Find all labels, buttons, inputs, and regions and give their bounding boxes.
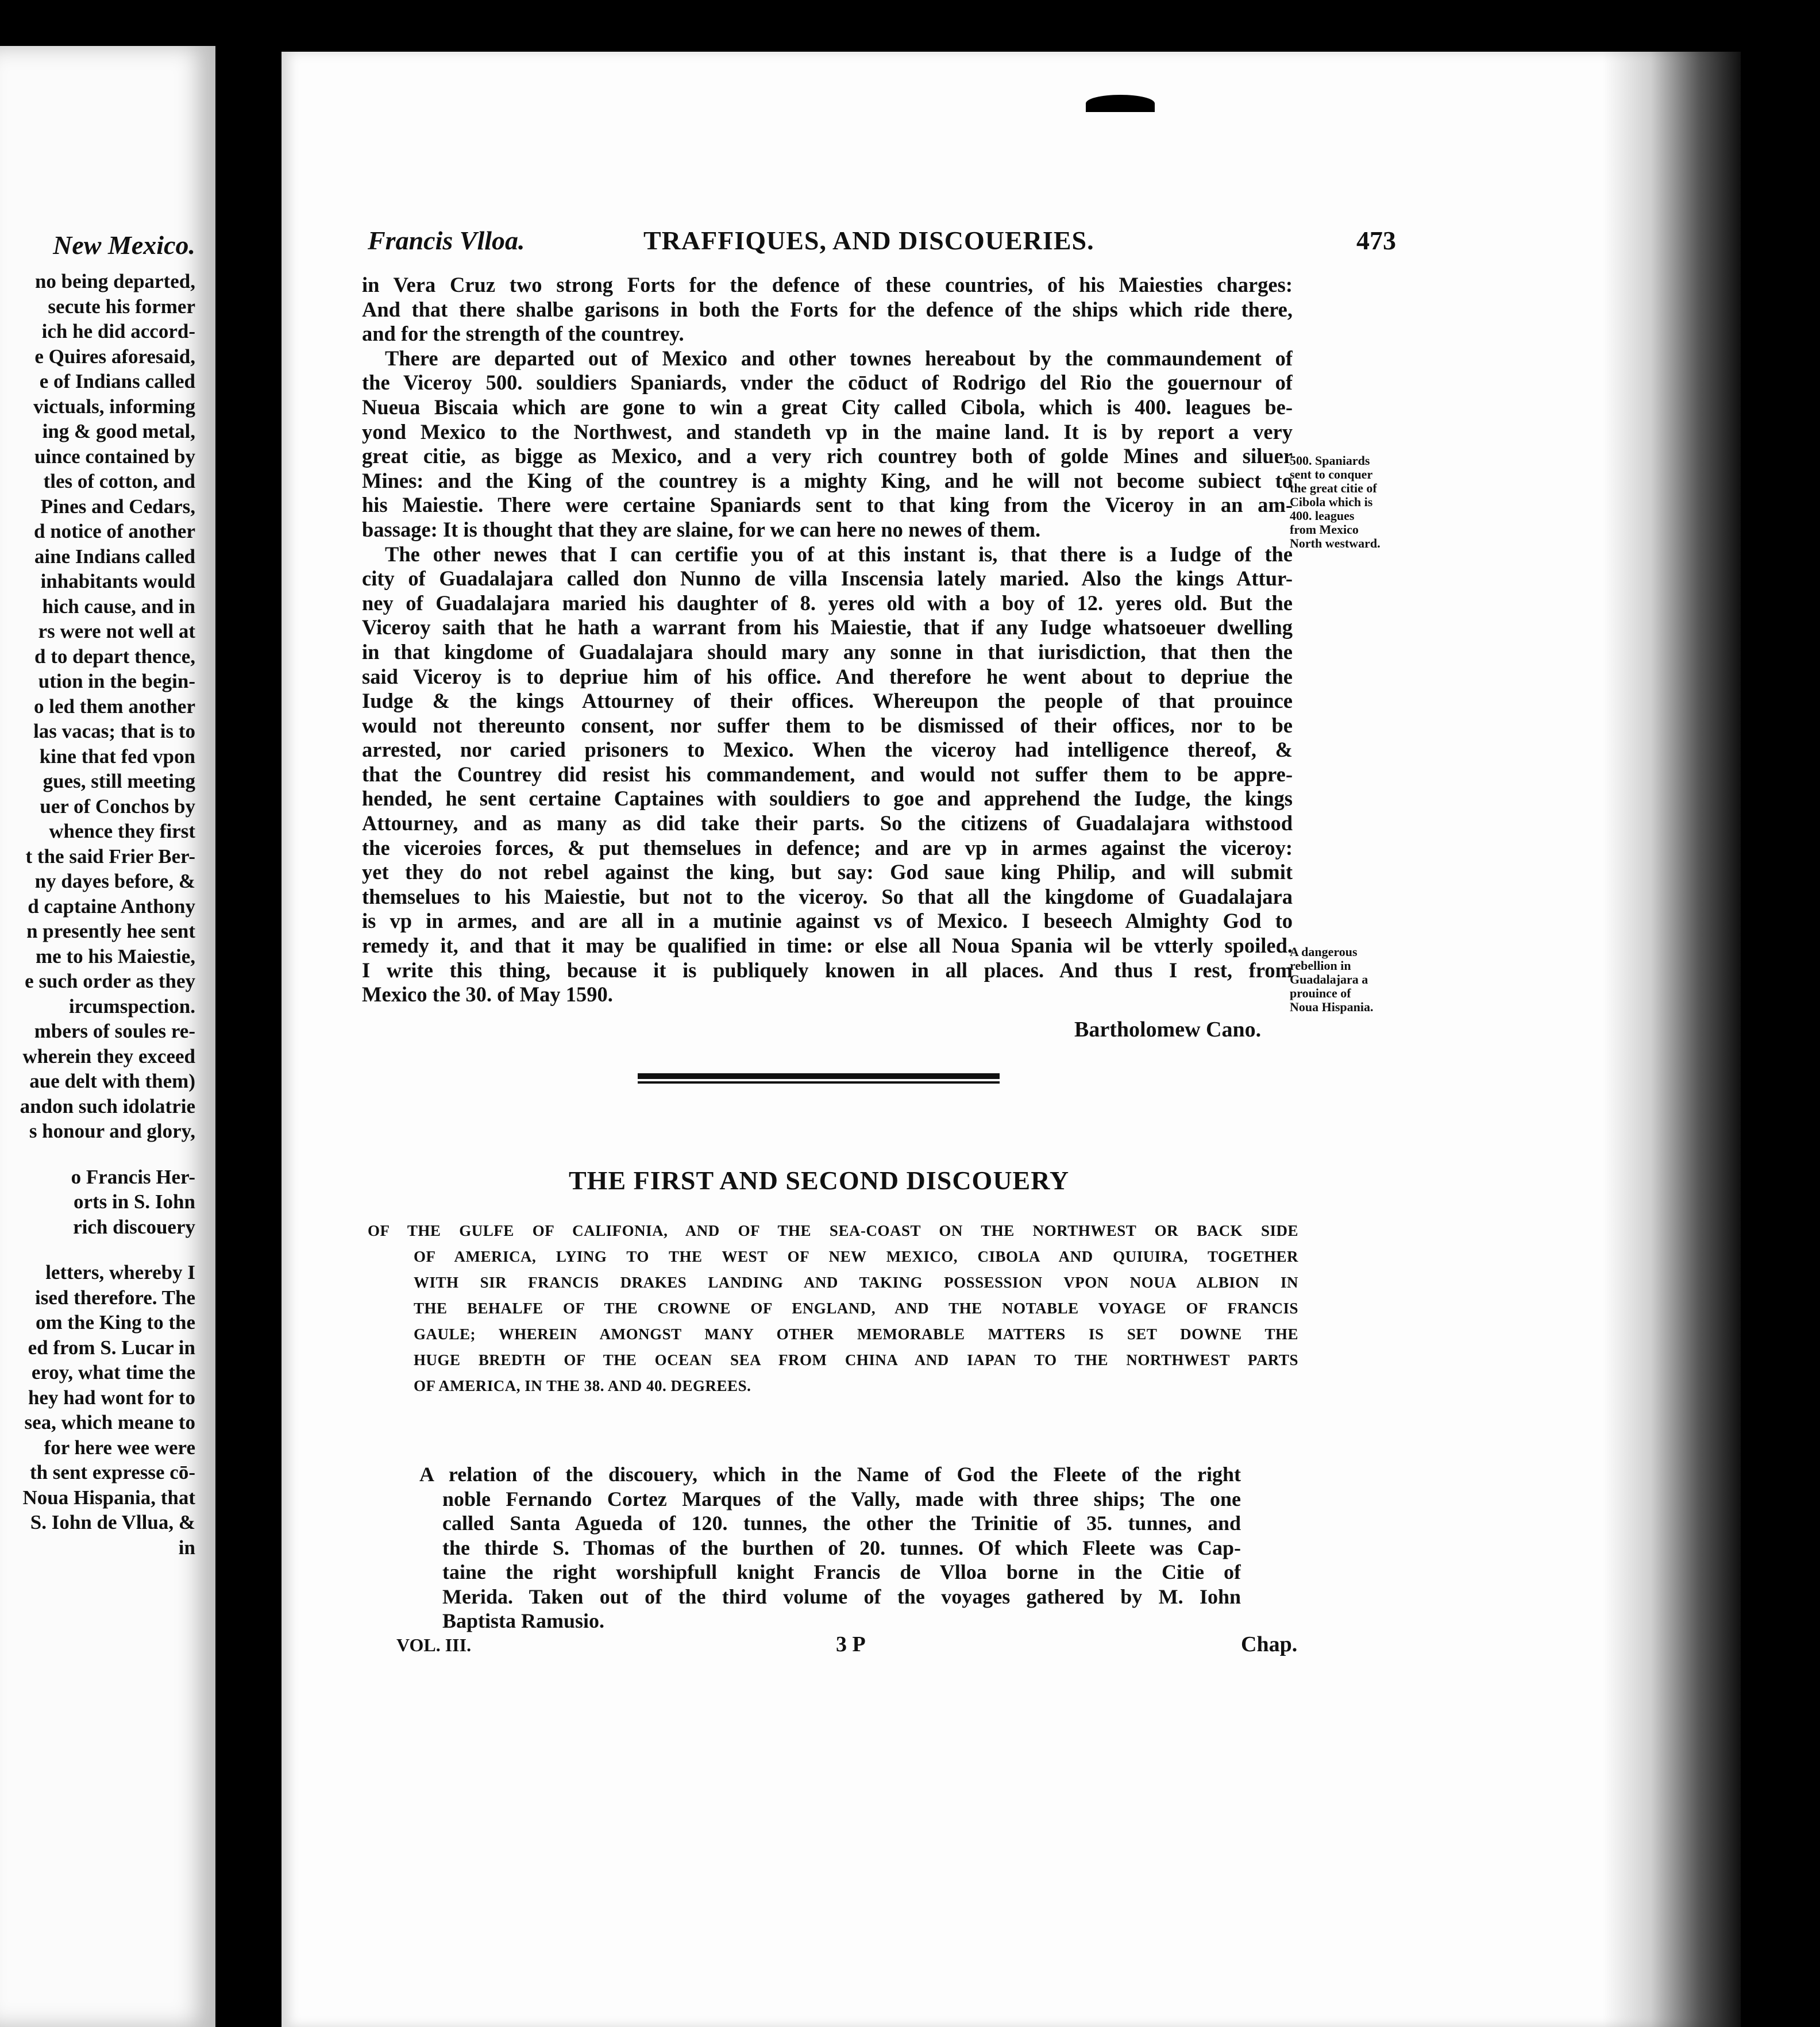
body-line: themselues to his Maiestie, but not to the viceroy. So that all the kingdome of Guadalajara [362, 884, 1293, 908]
body-line: that the Countrey did resist his commandement, and would not suffer them to be appre- [362, 762, 1293, 786]
body-line: And that there shalbe garisons in both the Forts for the defence of the ships which ride there, [362, 297, 1293, 321]
page-number: 473 [1356, 226, 1396, 255]
margin-note-line: 400. leagues [1290, 508, 1355, 523]
left-text-line: th sent expresse cō- [29, 1461, 195, 1483]
margin-note-cibola [1290, 454, 1410, 550]
running-head-left: Francis Vlloa. [368, 226, 525, 255]
left-text-line: hey had wont for to [28, 1386, 195, 1409]
left-text-line: inhabitants would [40, 570, 195, 592]
left-text-line: Noua Hispania, that [22, 1486, 195, 1509]
body-line: Attourney, and as many as did take their parts. So the citizens of Guadalajara withstood [362, 811, 1293, 835]
body-line: There are departed out of Mexico and other townes hereabout by the commaundement of [385, 346, 1293, 370]
margin-note-line: prouince of [1290, 986, 1351, 1000]
left-text-line [0, 1144, 195, 1165]
left-text-line: mbers of soules re- [34, 1020, 195, 1042]
left-text-line: aue delt with them) [29, 1070, 195, 1092]
left-text-line: e such order as they [25, 970, 195, 992]
letter-body [362, 273, 1293, 1007]
left-text-line [0, 1239, 195, 1260]
relation-line: called Santa Agueda of 120. tunnes, the other the Trinitie of 35. tunnes, and [442, 1512, 1241, 1535]
left-text-line: las vacas; that is to [33, 720, 195, 742]
left-text-line: rs were not well at [38, 620, 195, 642]
left-page-text [0, 269, 195, 1560]
subtitle-line: HUGE BREDTH OF THE OCEAN SEA FROM CHINA AND IAPAN TO THE NORTHWEST PARTS [414, 1351, 1298, 1369]
relation-line: the thirde S. Thomas of the burthen of 20. tunnes. Of which Fleete was Cap- [442, 1536, 1241, 1559]
left-text-line: S. Iohn de Vllua, & [30, 1511, 195, 1533]
left-text-line: rich discouery [73, 1215, 195, 1238]
page-edge-shadow [1603, 52, 1741, 2027]
body-line: yond Mexico to the Northwest, and standeth vp in the maine land. It is by report a very [362, 419, 1293, 444]
left-text-line: ich he did accord- [41, 320, 195, 342]
body-line: Mines: and the King of the countrey is a mighty King, and he will not become subiect to [362, 468, 1293, 492]
margin-note-line: the great citie of [1290, 481, 1377, 495]
body-line: Viceroy saith that he hath a warrant from his Maiestie, that if any Iudge whatsoeuer dwelling [362, 615, 1293, 639]
section-title: THE FIRST AND SECOND DISCOUERY [569, 1166, 1070, 1195]
left-text-line: orts in S. Iohn [73, 1190, 195, 1213]
left-text-line: ised therefore. The [35, 1286, 195, 1309]
subtitle-line: THE BEHALFE OF THE CROWNE OF ENGLAND, AND THE NOTABLE VOYAGE OF FRANCIS [414, 1300, 1298, 1317]
left-text-line: e of Indians called [39, 370, 195, 392]
left-text-line: eroy, what time the [31, 1361, 195, 1384]
left-text-line: sea, which meane to [24, 1411, 195, 1433]
body-line: The other newes that I can certifie you of at this instant is, that there is a Iudge of the [385, 542, 1293, 566]
body-line: the viceroies forces, & put themselues in defence; and are vp in armes against the viceroy: [362, 835, 1293, 860]
subtitle-line: OF AMERICA, LYING TO THE WEST OF NEW MEXICO, CIBOLA AND QUIUIRA, TOGETHER [414, 1248, 1298, 1265]
left-running-head: New Mexico. [53, 230, 195, 260]
body-line: is vp in armes, and are all in a mutinie against vs of Mexico. I beseech Almighty God to [362, 909, 1293, 933]
left-text-line: ircumspection. [68, 995, 195, 1018]
left-text-line: aine Indians called [34, 545, 195, 568]
left-text-line: o Francis Her- [71, 1165, 195, 1188]
footer-signature-mark: 3 P [836, 1632, 866, 1656]
section-rule-thin [638, 1081, 1000, 1084]
subtitle-line: OF THE GULFE OF CALIFONIA, AND OF THE SEA-COAST ON THE NORTHWEST OR BACK SIDE [368, 1222, 1298, 1239]
margin-note-line: North westward. [1290, 536, 1381, 550]
subtitle-line: OF AMERICA, IN THE 38. AND 40. DEGREES. [414, 1377, 751, 1394]
subtitle-line: WITH SIR FRANCIS DRAKES LANDING AND TAKING POSSESSION VPON NOUA ALBION IN [414, 1274, 1298, 1291]
running-head-title: TRAFFIQUES, AND DISCOUERIES. [643, 226, 1094, 255]
left-text-line: n presently hee sent [26, 920, 195, 942]
left-text-line: d captaine Anthony [28, 895, 195, 918]
relation-paragraph [419, 1462, 1241, 1633]
left-text-line: in [178, 1536, 195, 1559]
left-text-line: me to his Maiestie, [36, 945, 195, 968]
relation-line: Merida. Taken out of the third volume of the voyages gathered by M. Iohn [442, 1585, 1241, 1608]
left-text-line: no being departed, [34, 270, 195, 292]
margin-note-line: Cibola which is [1290, 495, 1373, 509]
footer-catchword: Chap. [1241, 1632, 1298, 1656]
left-text-line: d to depart thence, [34, 645, 195, 668]
subtitle-line: GAULE; WHEREIN AMONGST MANY OTHER MEMORABLE MATTERS IS SET DOWNE THE [414, 1325, 1298, 1343]
relation-line: noble Fernando Cortez Marques of the Vally, made with three ships; The one [442, 1487, 1241, 1510]
body-line: great citie, as bigge as Mexico, and a very rich countrey both of golde Mines and siluer [362, 444, 1293, 468]
left-text-line: ny dayes before, & [34, 870, 195, 892]
body-line: arrested, nor caried prisoners to Mexico. When the viceroy had intelligence thereof, & [362, 738, 1293, 762]
left-text-line: for here wee were [44, 1436, 195, 1459]
running-head [368, 225, 1396, 260]
left-text-line: victuals, informing [33, 395, 195, 418]
body-line: ney of Guadalajara maried his daughter of 8. yeres old with a boy of 12. yeres old. But the [362, 591, 1293, 615]
left-text-line: t the said Frier Ber- [25, 845, 195, 868]
left-text-line: ed from S. Lucar in [28, 1336, 195, 1359]
body-line: in Vera Cruz two strong Forts for the defence of these countries, of his Maiesties charges: [362, 273, 1293, 296]
margin-note-line: 500. Spaniards [1290, 453, 1370, 468]
body-line: would not thereunto consent, nor suffer them to be dismissed of their offices, nor to be [362, 713, 1293, 737]
relation-line: Baptista Ramusio. [442, 1609, 605, 1632]
left-text-line: gues, still meeting [43, 770, 195, 792]
body-line: hended, he sent certaine Captaines with souldiers to goe and apprehend the Iudge, the kings [362, 787, 1293, 811]
body-line: Nueua Biscaia which are gone to win a great City called Cibola, which is 400. leagues be- [362, 395, 1293, 419]
body-line: the Viceroy 500. souldiers Spaniards, vnder the cōduct of Rodrigo del Rio the gouernour of [362, 371, 1293, 395]
footer-volume: VOL. III. [396, 1635, 472, 1655]
body-line: Iudge & the kings Attourney of their offices. Whereupon the people of that prouince [362, 689, 1293, 713]
left-text-line: e Quires aforesaid, [34, 345, 195, 368]
relation-line: A relation of the discouery, which in the Name of God the Fleete of the right [419, 1463, 1241, 1486]
body-line: city of Guadalajara called don Nunno de villa Inscensia lately maried. Also the kings Attur- [362, 567, 1293, 591]
margin-note-line: from Mexico [1290, 522, 1359, 537]
margin-note-line: A dangerous [1290, 945, 1358, 959]
body-line: and for the strength of the countrey. [362, 322, 684, 346]
body-line: said Viceroy is to depriue him of his office. And therefore he went about to depriue the [362, 664, 1293, 688]
section-subtitle [368, 1218, 1298, 1399]
previous-page [0, 46, 215, 2027]
left-text-line: andon such idolatrie [20, 1095, 195, 1117]
body-line: remedy it, and that it may be qualified in time: or else all Noua Spania wil be vtterly spoiled. [362, 934, 1293, 958]
left-text-line: s honour and glory, [29, 1120, 195, 1142]
margin-note-line: sent to conquer [1290, 467, 1373, 481]
left-text-line: ing & good metal, [42, 420, 195, 442]
left-text-line: Pines and Cedars, [40, 495, 195, 518]
binding-notch [1086, 95, 1155, 112]
left-text-line: hich cause, and in [42, 595, 195, 618]
section-rule-thick [638, 1073, 1000, 1079]
margin-note-rebellion [1290, 945, 1410, 1014]
left-text-line: secute his former [48, 295, 195, 318]
left-text-line: uer of Conchos by [40, 795, 195, 818]
margin-note-line: Noua Hispania. [1290, 1000, 1374, 1014]
current-page [282, 52, 1741, 2027]
margin-note-line: Guadalajara a [1290, 972, 1368, 986]
left-text-line: letters, whereby I [45, 1261, 195, 1284]
letter-signature: Bartholomew Cano. [1074, 1018, 1262, 1042]
left-text-line: tles of cotton, and [43, 470, 195, 492]
body-line: yet they do not rebel against the king, but say: God saue king Philip, and will submit [362, 860, 1293, 884]
left-text-line: ution in the begin- [38, 670, 195, 692]
left-text-line: o led them another [34, 695, 195, 718]
left-text-line: wherein they exceed [22, 1045, 195, 1068]
margin-note-line: rebellion in [1290, 958, 1351, 973]
body-line: I write this thing, because it is publiquely knowen in all places. And thus I rest, from [362, 958, 1293, 982]
left-text-line: om the King to the [35, 1311, 195, 1334]
left-text-line: uince contained by [34, 445, 195, 468]
body-line: his Maiestie. There were certaine Spaniards sent to that king from the Viceroy in an am- [362, 493, 1293, 517]
left-text-line: d notice of another [34, 520, 195, 542]
relation-line: taine the right worshipfull knight Francis de Vlloa borne in the Citie of [442, 1560, 1241, 1583]
body-line: bassage: It is thought that they are slaine, for we can here no newes of them. [362, 517, 1041, 541]
body-line: in that kingdome of Guadalajara should mary any sonne in that iurisdiction, that then the [362, 639, 1293, 664]
body-line: Mexico the 30. of May 1590. [362, 982, 613, 1007]
left-text-line: whence they first [49, 820, 195, 842]
left-text-line: kine that fed vpon [39, 745, 195, 768]
